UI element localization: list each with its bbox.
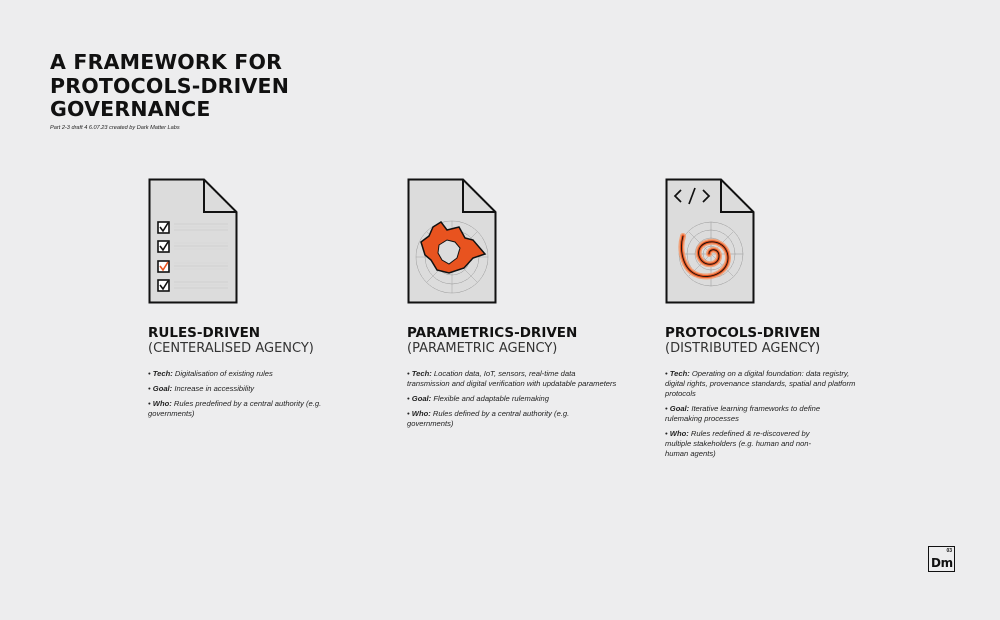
column-heading: PROTOCOLS-DRIVEN <box>665 325 821 341</box>
radar-document-icon <box>407 178 497 304</box>
column-subheading: (DISTRIBUTED AGENCY) <box>665 341 821 356</box>
bullet-list <box>665 369 865 464</box>
heading-block <box>407 325 577 357</box>
bullet-list <box>407 369 617 434</box>
credit-line: Part 2-3 draft 4 6.07.23 created by Dark Matter Labs <box>50 125 180 131</box>
bullet-who: • Who: Rules predefined by a central authority (e.g. governments) <box>148 399 322 418</box>
bullet-who: • Who: Rules defined by a central authority (e.g. governments) <box>407 409 570 428</box>
column-subheading: (CENTERALISED AGENCY) <box>148 341 314 356</box>
bullet-goal: • Goal: Iterative learning frameworks to define rulemaking processes <box>665 404 821 423</box>
dark-matter-logo <box>928 546 955 572</box>
bullet-tech: • Tech: Operating on a digital foundation: data registry, digital rights, provenance standards, spatial and platform protocols <box>665 369 856 398</box>
bullet-list <box>148 369 368 424</box>
heading-block <box>665 325 820 357</box>
title-line-3: GOVERNANCE <box>50 97 211 121</box>
title-line-1: A FRAMEWORK FOR <box>50 50 283 74</box>
checklist-document-icon <box>148 178 238 304</box>
heading-block <box>148 325 314 357</box>
column-heading: PARAMETRICS-DRIVEN <box>407 325 578 341</box>
code-spiral-document-icon <box>665 178 755 304</box>
bullet-goal: • Goal: Increase in accessibility <box>148 384 255 393</box>
title-line-2: PROTOCOLS-DRIVEN <box>50 73 290 98</box>
bullet-who: • Who: Rules redefined & re-discovered by multiple stakeholders (e.g. human and non-human agents) <box>665 429 812 458</box>
column-heading: RULES-DRIVEN <box>148 325 261 341</box>
column-subheading: (PARAMETRIC AGENCY) <box>407 341 558 356</box>
bullet-tech: • Tech: Location data, IoT, sensors, real-time data transmission and digital verification with updatable parameters <box>407 369 617 388</box>
logo-page-number: 03 <box>946 548 952 554</box>
bullet-goal: • Goal: Flexible and adaptable rulemaking <box>407 394 549 403</box>
logo-text: Dm <box>931 556 953 570</box>
bullet-tech: • Tech: Digitalisation of existing rules <box>148 369 273 378</box>
page-title <box>50 51 289 122</box>
